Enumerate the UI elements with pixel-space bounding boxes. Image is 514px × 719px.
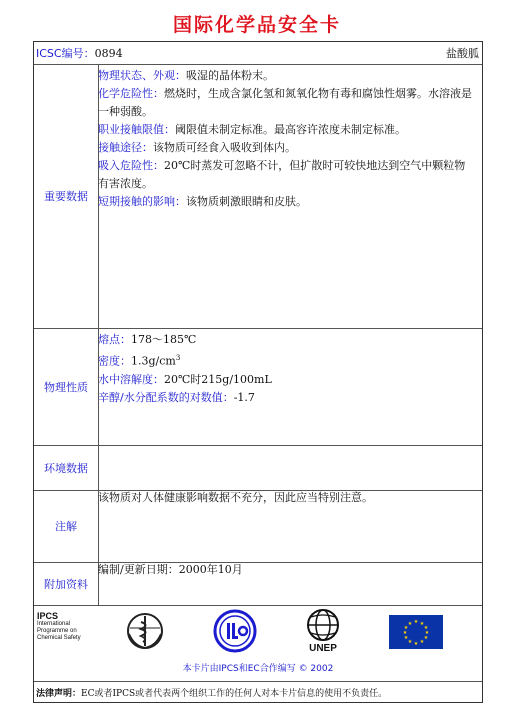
environment-label: 环境数据: [44, 461, 88, 475]
density: 密度：$1.3g/cm^3$: [98, 354, 181, 368]
legal-label: 法律声明：: [36, 688, 82, 699]
svg-text:★: ★: [407, 639, 413, 645]
svg-text:★: ★: [419, 621, 425, 627]
line-chemical-hazard: 化学危险性：燃烧时，生成含氯化氢和氮氧化物有毒和腐蚀性烟雾。水溶液是一种弱酸。: [98, 87, 472, 118]
water-solubility: 水中溶解度：20℃时215g/100mL: [98, 372, 272, 386]
safety-card: [33, 41, 483, 703]
ilo-emblem-icon: [212, 608, 258, 654]
important-data-content: [98, 67, 476, 211]
line-appearance: 物理状态、外观：吸湿的晶体粉末。: [98, 69, 274, 82]
important-data-label: 重要数据: [44, 190, 88, 203]
physical-properties-label: 物理性质: [44, 380, 88, 394]
unep-label: UNEP: [309, 643, 337, 654]
legal-statement: [34, 681, 482, 703]
svg-text:★: ★: [403, 625, 409, 631]
icsc-label: ICSC编号：: [36, 47, 95, 60]
line-exposure-route: 接触途径：该物质可经食入吸收到体内。: [98, 141, 296, 154]
svg-text:★: ★: [424, 630, 430, 636]
svg-text:★: ★: [402, 630, 408, 636]
svg-text:★: ★: [403, 635, 409, 641]
eu-flag-icon: [389, 615, 443, 649]
icsc-number: 0894: [94, 46, 123, 60]
line-exposure-limits: 职业接触限值：阈限值未制定标准。最高容许浓度未制定标准。: [98, 123, 406, 136]
svg-text:★: ★: [423, 635, 429, 641]
credit-text: 本卡片由IPCS和EC合作编写 © 2002: [182, 664, 334, 674]
unep-emblem-icon: [301, 607, 345, 643]
notes-label: 注解: [55, 520, 77, 533]
additional-info-label: 附加资料: [44, 577, 88, 591]
notes-content: 该物质对人体健康影响数据不充分，因此应当特别注意。: [98, 491, 373, 504]
legal-text: EC或者IPCS或者代表两个组织工作的任何人对本卡片信息的使用不负责任。: [81, 688, 388, 699]
svg-text:★: ★: [413, 619, 419, 625]
log-pow: 辛醇/水分配系数的对数值：-1.7: [98, 390, 255, 404]
svg-text:★: ★: [413, 641, 419, 647]
chemical-name: 盐酸胍: [446, 47, 479, 60]
card-title: 国际化学品安全卡: [172, 14, 341, 36]
svg-text:★: ★: [419, 639, 425, 645]
additional-info-content: 编制/更新日期：2000年10月: [98, 563, 243, 576]
header-row: [34, 42, 482, 64]
line-short-term-effects: 短期接触的影响：该物质刺激眼睛和皮肤。: [98, 195, 307, 208]
svg-text:★: ★: [407, 621, 413, 627]
logos-row: [34, 605, 482, 681]
physical-properties-content: [98, 331, 476, 407]
who-emblem-icon: [124, 610, 166, 652]
melting-point: 熔点：178～185℃: [98, 333, 197, 346]
line-inhalation-hazard: 吸入危险性：20℃时蒸发可忽略不计，但扩散时可较快地达到空气中颗粒物有害浓度。: [98, 159, 466, 190]
ipcs-logo: IPCS International Programme on Chemical Safety: [37, 611, 81, 641]
svg-text:★: ★: [423, 625, 429, 631]
